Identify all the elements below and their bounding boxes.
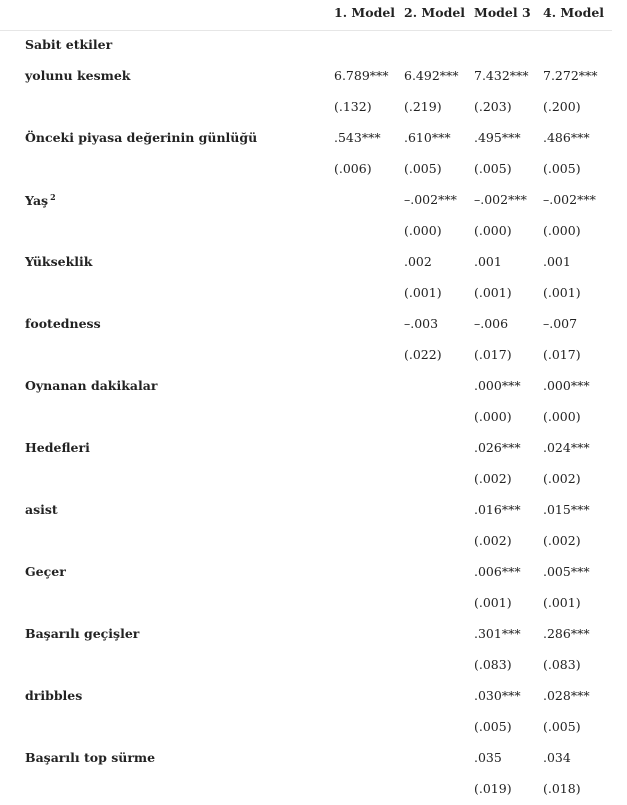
standard-error-cell: (.002): [543, 471, 581, 486]
table-row: [0, 309, 612, 340]
row-label: [25, 68, 130, 83]
coefficient-cell: 6.492***: [404, 68, 459, 83]
standard-error-cell: (.018): [543, 781, 581, 796]
table-row-standard-errors: [0, 650, 612, 681]
section-label: Sabit etkiler: [25, 37, 113, 52]
standard-error-cell: (.022): [404, 347, 442, 362]
coefficient-cell: .035: [474, 750, 502, 765]
row-label: [25, 378, 157, 393]
standard-error-cell: (.000): [543, 223, 581, 238]
standard-error-cell: (.017): [474, 347, 512, 362]
row-label-text: Hedefleri: [25, 440, 90, 455]
coefficient-cell: –.002***: [543, 192, 596, 207]
coefficient-cell: –.007: [543, 316, 578, 331]
row-label: [25, 130, 257, 145]
standard-error-cell: (.219): [404, 99, 442, 114]
row-label-text: dribbles: [25, 688, 83, 703]
coefficient-cell: –.006: [474, 316, 509, 331]
standard-error-cell: (.001): [474, 595, 512, 610]
coefficient-cell: .301***: [474, 626, 521, 641]
column-header-model-4: 4. Model: [543, 5, 605, 20]
standard-error-cell: (.001): [404, 285, 442, 300]
table-row-standard-errors: [0, 712, 612, 743]
standard-error-cell: (.000): [474, 223, 512, 238]
coefficient-cell: .006***: [474, 564, 521, 579]
standard-error-cell: (.005): [543, 719, 581, 734]
table-row: [0, 681, 612, 712]
table-row-standard-errors: [0, 526, 612, 557]
table-row: [0, 433, 612, 464]
standard-error-cell: (.203): [474, 99, 512, 114]
coefficient-cell: .286***: [543, 626, 590, 641]
table-row: [0, 619, 612, 650]
table-row: [0, 185, 612, 216]
row-label-text: asist: [25, 502, 58, 517]
standard-error-cell: (.005): [474, 719, 512, 734]
coefficient-cell: .016***: [474, 502, 521, 517]
coefficient-cell: .001: [474, 254, 502, 269]
standard-error-cell: (.005): [543, 161, 581, 176]
table-row-standard-errors: [0, 92, 612, 123]
coefficient-cell: .005***: [543, 564, 590, 579]
standard-error-cell: (.200): [543, 99, 581, 114]
row-label: [25, 502, 58, 517]
section-row: [0, 30, 612, 61]
table-row: [0, 61, 612, 92]
coefficient-cell: .543***: [334, 130, 381, 145]
table-row-standard-errors: [0, 588, 612, 619]
coefficient-cell: 6.789***: [334, 68, 389, 83]
coefficient-cell: .028***: [543, 688, 590, 703]
table-row-standard-errors: [0, 774, 612, 805]
standard-error-cell: (.019): [474, 781, 512, 796]
row-label-text: Geçer: [25, 564, 66, 579]
row-label: [25, 440, 90, 455]
column-header-model-2: 2. Model: [404, 5, 466, 20]
row-label: [25, 750, 155, 765]
standard-error-cell: (.000): [474, 409, 512, 424]
table-row-standard-errors: [0, 216, 612, 247]
standard-error-cell: (.005): [404, 161, 442, 176]
row-label-text: Oynanan dakikalar: [25, 378, 158, 393]
table-row-standard-errors: [0, 278, 612, 309]
table-row: [0, 371, 612, 402]
row-label-text: Başarılı geçişler: [25, 626, 140, 641]
coefficient-cell: –.002***: [474, 192, 527, 207]
coefficient-cell: .000***: [543, 378, 590, 393]
coefficient-cell: 7.432***: [474, 68, 529, 83]
row-label: [25, 688, 82, 703]
column-header-model-3: Model 3: [474, 5, 531, 20]
row-label-text: Başarılı top sürme: [25, 750, 156, 765]
coefficient-cell: –.003: [404, 316, 439, 331]
coefficient-cell: .002: [404, 254, 432, 269]
table-row: [0, 123, 612, 154]
coefficient-cell: .034: [543, 750, 571, 765]
standard-error-cell: (.132): [334, 99, 372, 114]
standard-error-cell: (.001): [543, 595, 581, 610]
coefficient-cell: .024***: [543, 440, 590, 455]
coefficient-cell: .030***: [474, 688, 521, 703]
coefficient-cell: .001: [543, 254, 571, 269]
table-header: [0, 0, 612, 31]
coefficient-cell: .000***: [474, 378, 521, 393]
standard-error-cell: (.005): [474, 161, 512, 176]
row-label-text: Önceki piyasa değerinin günlüğü: [25, 130, 258, 145]
row-label-text: Yükseklik: [25, 254, 93, 269]
column-header-model-1: 1. Model: [334, 5, 396, 20]
standard-error-cell: (.002): [474, 471, 512, 486]
table-row-standard-errors: [0, 154, 612, 185]
standard-error-cell: (.001): [543, 285, 581, 300]
row-label: [25, 254, 92, 269]
coefficient-cell: .026***: [474, 440, 521, 455]
row-label-text: Yaş: [25, 193, 49, 208]
standard-error-cell: (.083): [543, 657, 581, 672]
table-row: [0, 557, 612, 588]
table-row: [0, 743, 612, 774]
coefficient-cell: –.002***: [404, 192, 457, 207]
standard-error-cell: (.017): [543, 347, 581, 362]
table-row-standard-errors: [0, 340, 612, 371]
coefficient-cell: .015***: [543, 502, 590, 517]
standard-error-cell: (.002): [474, 533, 512, 548]
table-row: [0, 495, 612, 526]
table-row-standard-errors: [0, 464, 612, 495]
standard-error-cell: (.000): [543, 409, 581, 424]
row-label: [25, 316, 101, 331]
row-label-text: yolunu kesmek: [25, 68, 131, 83]
row-label-superscript: 2: [50, 192, 56, 202]
coefficient-cell: .610***: [404, 130, 451, 145]
standard-error-cell: (.083): [474, 657, 512, 672]
coefficient-cell: .495***: [474, 130, 521, 145]
standard-error-cell: (.000): [404, 223, 442, 238]
row-label-text: footedness: [25, 316, 101, 331]
table-row: [0, 247, 612, 278]
standard-error-cell: (.006): [334, 161, 372, 176]
coefficient-cell: .486***: [543, 130, 590, 145]
row-label: [25, 626, 139, 641]
standard-error-cell: (.002): [543, 533, 581, 548]
row-label: [25, 564, 66, 579]
table-row-standard-errors: [0, 402, 612, 433]
standard-error-cell: (.001): [474, 285, 512, 300]
row-label: [25, 192, 56, 208]
coefficient-cell: 7.272***: [543, 68, 598, 83]
